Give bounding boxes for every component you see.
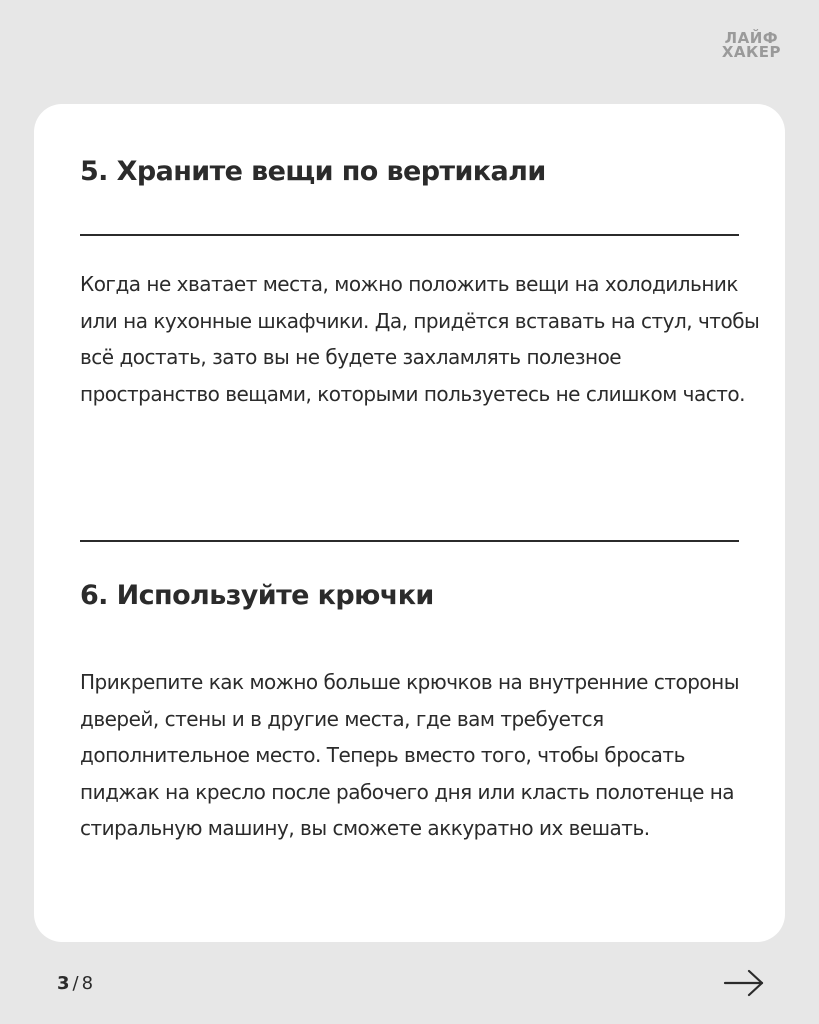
brand-logo-line2: ХАКЕР — [721, 43, 781, 61]
page-separator: / — [72, 973, 79, 994]
section-5-divider — [80, 234, 739, 236]
section-5-text: Когда не хватает места, можно положить вещи на холодильник или на кухонные шкафчики. Да, придётся вставать на стул, чтобы всё достать, зато вы не будете захламлять полезное пространство вещами, которыми пользуетесь не слишком часто. — [80, 272, 760, 406]
section-6-title: 6. Используйте крючки — [80, 580, 434, 611]
section-6-divider — [80, 540, 739, 542]
brand-logo — [722, 31, 781, 59]
section-5-title: 5. Храните вещи по вертикали — [80, 156, 546, 187]
total-pages: 8 — [81, 973, 94, 994]
content-card — [34, 104, 785, 942]
current-page: 3 — [57, 973, 70, 994]
section-6-text: Прикрепите как можно больше крючков на внутренние стороны дверей, стены и в другие места, где вам требуется дополнительное место. Теперь вместо того, чтобы бросать пиджак на кресло после рабочего дня или класть полотенце на стиральную машину, вы сможете аккуратно их вешать. — [80, 670, 740, 840]
brand-logo-line1: ЛАЙФ — [724, 29, 779, 47]
page-indicator — [57, 973, 93, 995]
arrow-right-icon[interactable] — [722, 966, 766, 1000]
